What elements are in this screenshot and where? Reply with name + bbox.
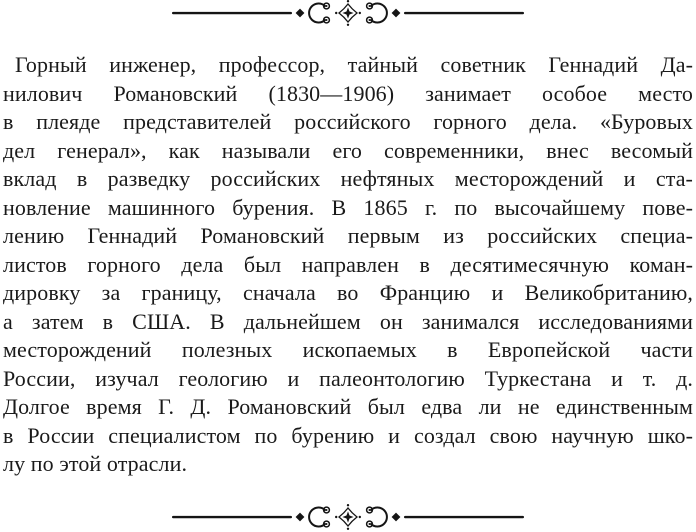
text-line: Долгое время Г. Д. Романовский был едва ли не единственным	[3, 394, 693, 419]
text-line: дировку за границу, сначала во Францию и Великобританию,	[3, 280, 693, 305]
bottom-divider-ornament	[172, 504, 524, 530]
text-line: лению Геннадий Романовский первым из российских специа-	[3, 223, 693, 248]
text-line: месторождений полезных ископаемых в Европейской части	[3, 337, 693, 362]
paragraph	[0, 51, 696, 479]
text-line: вклад в разведку российских нефтяных месторождений и ста-	[3, 166, 693, 191]
text-line: новление машинного бурения. В 1865 г. по высочайшему пове-	[3, 194, 693, 220]
text-line: Горный инженер, профессор, тайный советник Геннадий Да-	[15, 52, 693, 77]
text-line: листов горного дела был направлен в десятимесячную коман-	[3, 251, 693, 277]
text-line: в России специалистом по бурению и создал свою научную шко-	[3, 422, 693, 448]
top-divider-ornament	[172, 0, 524, 26]
text-line: а затем в США. В дальнейшем он занимался исследованиями	[3, 308, 693, 334]
text-line: лу по этой отрасли.	[3, 451, 188, 476]
text-line: нилович Романовский (1830—1906) занимает особое место	[3, 80, 693, 106]
text-line: дел генерал», как называли его современники, внес весомый	[3, 137, 693, 163]
text-line: в плеяде представителей российского горного дела. «Буровых	[3, 109, 693, 134]
text-line: России, изучал геологию и палеонтологию Туркестана и т. д.	[3, 365, 693, 391]
